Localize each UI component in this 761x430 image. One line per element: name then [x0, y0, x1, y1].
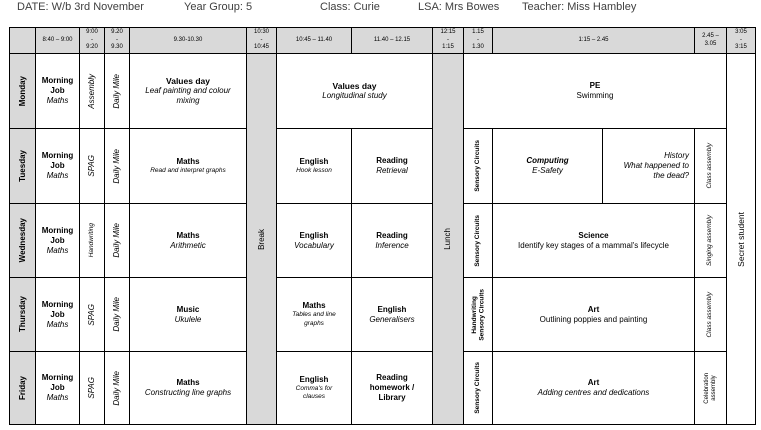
thursday-class-assembly: Class assembly — [694, 277, 727, 352]
monday-afternoon: PE Swimming — [463, 53, 727, 129]
monday-session-2: Values day Longitudinal study — [276, 53, 433, 129]
header-date: DATE: W/b 3rd November — [17, 1, 144, 13]
monday-assembly: Assembly — [79, 53, 105, 129]
wednesday-session-1: Maths Arithmetic — [129, 203, 247, 278]
thursday-handwriting-sensory: Handwriting Sensory Circuits — [463, 277, 493, 352]
header-teacher: Teacher: Miss Hambley — [522, 1, 637, 13]
friday-spag: SPAG — [79, 351, 105, 425]
break-column: Break — [246, 53, 277, 425]
tuesday-sensory-circuits: Sensory Circuits — [463, 128, 493, 204]
time-header-11: 2.45 – 3.05 — [694, 27, 727, 54]
day-wednesday: Wednesday — [9, 203, 36, 278]
time-header-3: 9.20 - 9.30 — [104, 27, 130, 54]
thursday-session-3: English Generalisers — [351, 277, 433, 352]
thursday-spag: SPAG — [79, 277, 105, 352]
tuesday-session-2: English Hook lesson — [276, 128, 352, 204]
header-lsa: LSA: Mrs Bowes — [418, 1, 500, 13]
friday-afternoon: Art Adding centres and dedications — [492, 351, 695, 425]
wednesday-session-3: Reading Inference — [351, 203, 433, 278]
friday-celebration-assembly: Celebration assembly — [694, 351, 727, 425]
lunch-column: Lunch — [432, 53, 464, 425]
day-friday: Friday — [9, 351, 36, 425]
header-year-group: Year Group: 5 — [184, 1, 253, 13]
corner-cell — [9, 27, 36, 54]
time-header-4: 9.30-10.30 — [129, 27, 247, 54]
tuesday-session-3: Reading Retrieval — [351, 128, 433, 204]
monday-daily-mile: Daily Mile — [104, 53, 130, 129]
wednesday-singing-assembly: Singing assembly — [694, 203, 727, 278]
friday-session-3: Reading homework / Library — [351, 351, 433, 425]
time-header-1: 8:40 – 9:00 — [35, 27, 80, 54]
tuesday-class-assembly: Class assembly — [694, 128, 727, 204]
wednesday-daily-mile: Daily Mile — [104, 203, 130, 278]
friday-sensory-circuits: Sensory Circuits — [463, 351, 493, 425]
day-tuesday: Tuesday — [9, 128, 36, 204]
wednesday-sensory-circuits: Sensory Circuits — [463, 203, 493, 278]
friday-daily-mile: Daily Mile — [104, 351, 130, 425]
time-header-2: 9:00 - 9:20 — [79, 27, 105, 54]
wednesday-morning-job: Morning Job Maths — [35, 203, 80, 278]
secret-student-column: Secret student — [726, 53, 756, 425]
wednesday-afternoon: Science Identify key stages of a mammal's lifecycle — [492, 203, 695, 278]
thursday-morning-job: Morning Job Maths — [35, 277, 80, 352]
day-thursday: Thursday — [9, 277, 36, 352]
time-header-8: 12:15 - 1:15 — [432, 27, 464, 54]
monday-morning-job: Morning Job Maths — [35, 53, 80, 129]
time-header-9: 1.15 - 1.30 — [463, 27, 493, 54]
friday-session-2: English Comma's for clauses — [276, 351, 352, 425]
wednesday-session-2: English Vocabulary — [276, 203, 352, 278]
tuesday-morning-job: Morning Job Maths — [35, 128, 80, 204]
thursday-session-2: Maths Tables and line graphs — [276, 277, 352, 352]
thursday-afternoon: Art Outlining poppies and painting — [492, 277, 695, 352]
day-monday: Monday — [9, 53, 36, 129]
header-class: Class: Curie — [320, 1, 380, 13]
tuesday-session-1: Maths Read and interpret graphs — [129, 128, 247, 204]
tuesday-afternoon-1: Computing E-Safety — [492, 128, 603, 204]
monday-session-1: Values day Leaf painting and colour mixing — [129, 53, 247, 129]
time-header-10: 1:15 – 2.45 — [492, 27, 695, 54]
tuesday-daily-mile: Daily Mile — [104, 128, 130, 204]
wednesday-handwriting: Handwriting — [79, 203, 105, 278]
tuesday-afternoon-2: History What happened to the dead? — [602, 128, 695, 204]
tuesday-spag: SPAG — [79, 128, 105, 204]
time-header-7: 11.40 – 12.15 — [351, 27, 433, 54]
thursday-session-1: Music Ukulele — [129, 277, 247, 352]
time-header-12: 3:05 - 3:15 — [726, 27, 756, 54]
time-header-5: 10:30 - 10:45 — [246, 27, 277, 54]
friday-session-1: Maths Constructing line graphs — [129, 351, 247, 425]
thursday-daily-mile: Daily Mile — [104, 277, 130, 352]
friday-morning-job: Morning Job Maths — [35, 351, 80, 425]
time-header-6: 10:45 – 11.40 — [276, 27, 352, 54]
